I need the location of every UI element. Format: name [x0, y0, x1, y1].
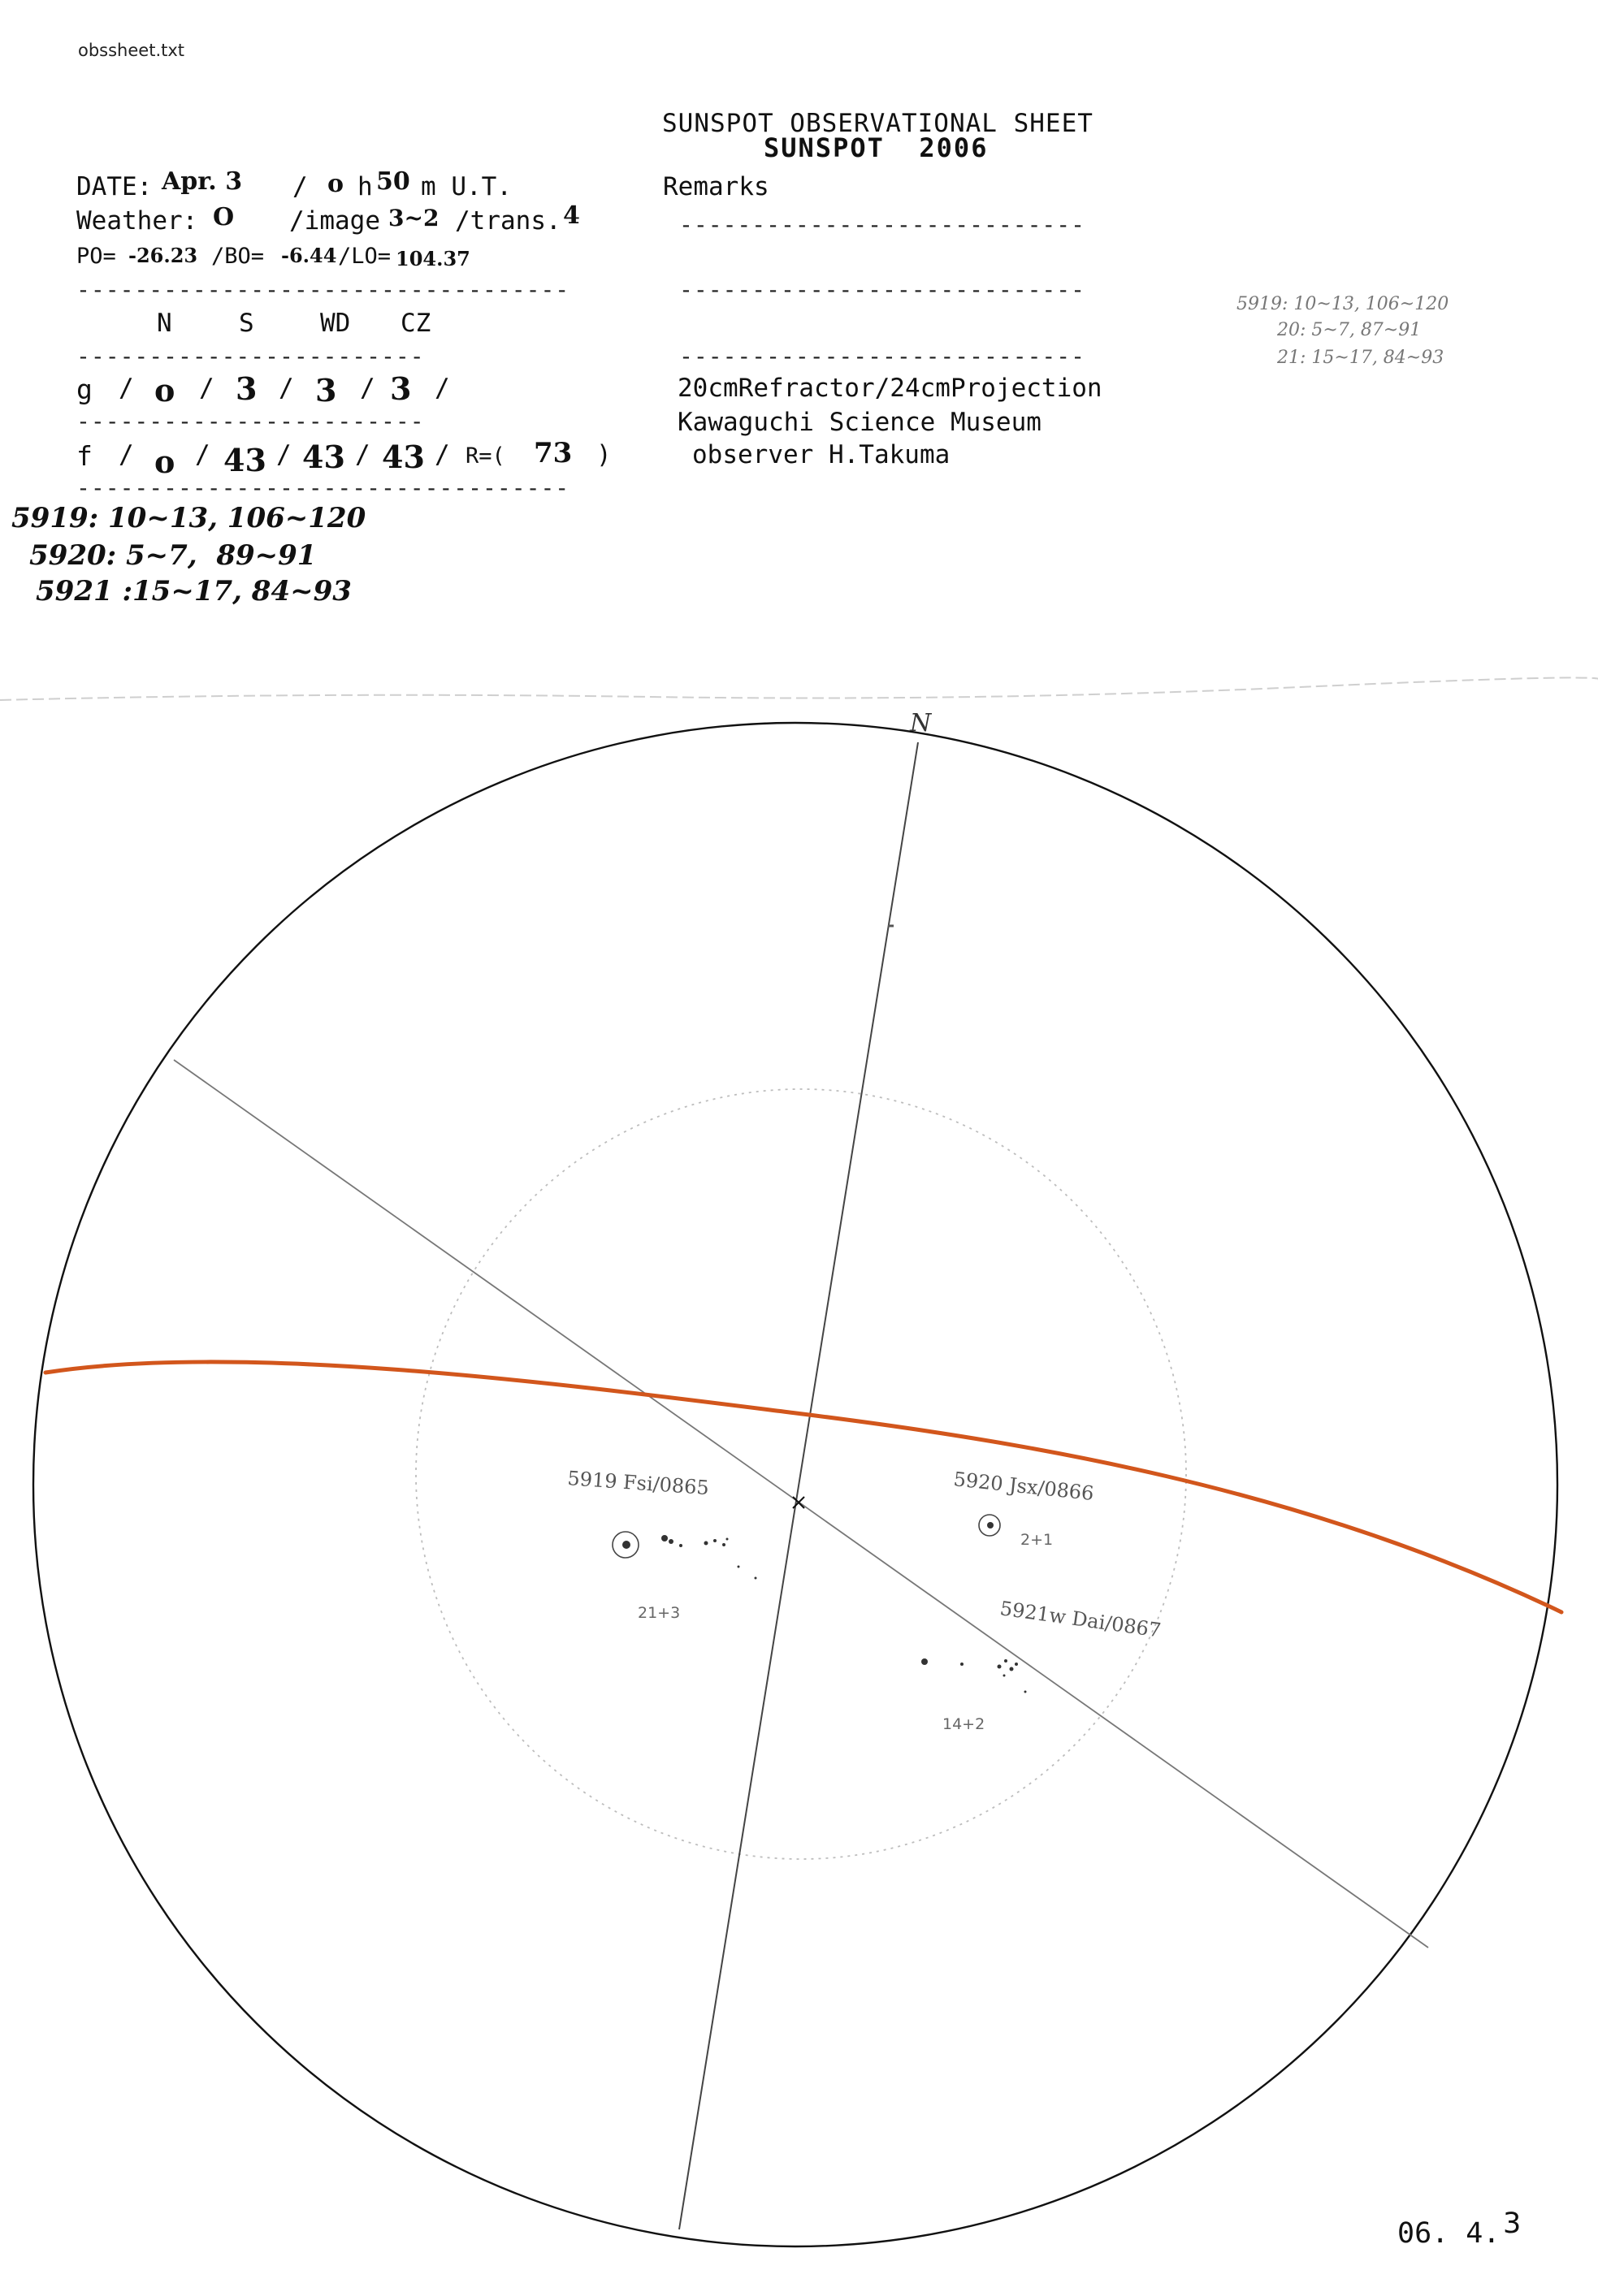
- g-label: g: [76, 374, 93, 405]
- f-label: f: [76, 440, 93, 472]
- p0-label: PO=: [76, 244, 116, 269]
- separator-line-1: ----------------------------------: [76, 276, 570, 303]
- f-sep-5: /: [435, 440, 450, 469]
- g-sep-3: /: [279, 374, 294, 403]
- sunspot-group-5921: [921, 1658, 1027, 1693]
- pencil-note-21: 21: 15~17, 84~93: [1277, 348, 1444, 368]
- column-s: S: [239, 309, 254, 338]
- group-5921-count: 14+2: [942, 1715, 985, 1733]
- g-n-value: o: [154, 372, 175, 409]
- r-close: ): [596, 440, 612, 469]
- b0-label: /BO=: [211, 244, 265, 269]
- b0-value: -6.44: [281, 244, 337, 267]
- sheet-date-day: 3: [1503, 2207, 1522, 2240]
- weather-value: O: [213, 203, 235, 231]
- remarks-label: Remarks: [663, 172, 769, 201]
- r-label: R=(: [466, 443, 505, 469]
- g-cz-value: 3: [390, 370, 412, 407]
- g-wd-value: 3: [315, 372, 337, 409]
- weather-label: Weather:: [76, 206, 198, 236]
- observer-text: observer H.Takuma: [692, 440, 951, 469]
- image-value: 3~2: [388, 205, 440, 231]
- trans-value: 4: [563, 201, 580, 230]
- g-sep-2: /: [199, 374, 214, 403]
- remarks-line-2: ----------------------------: [679, 276, 1086, 303]
- f-n-value: o: [154, 443, 175, 480]
- minute-label: m U.T.: [421, 172, 512, 201]
- f-wd-value: 43: [302, 439, 345, 475]
- g-s-value: 3: [236, 370, 258, 407]
- g-sep-5: /: [435, 374, 450, 403]
- sheet-title: SUNSPOT OBSERVATIONAL SHEET: [662, 109, 1093, 138]
- north-south-axis: [679, 742, 918, 2229]
- trans-label: /trans.: [455, 206, 561, 236]
- column-wd: WD: [320, 309, 351, 338]
- separator-line-2: ------------------------: [76, 343, 425, 370]
- group-5921-label: 5921w Dai/0867: [998, 1597, 1163, 1642]
- column-cz: CZ: [401, 309, 431, 338]
- solar-equator-curve: [45, 1362, 1561, 1612]
- sheet-subtitle: SUNSPOT 2006: [764, 132, 989, 163]
- hour-value: o: [327, 170, 344, 198]
- sheet-date: 06. 4.: [1397, 2217, 1501, 2250]
- pencil-note-20: 20: 5~7, 87~91: [1277, 320, 1422, 340]
- diagonal-reference-line: [174, 1060, 1428, 1948]
- remarks-line-1: ----------------------------: [679, 211, 1086, 238]
- minute-value: 50: [376, 167, 410, 196]
- date-separator: /: [292, 172, 308, 201]
- separator-line-4: ----------------------------------: [76, 474, 570, 501]
- f-cz-value: 43: [382, 439, 425, 475]
- file-name: obssheet.txt: [78, 41, 185, 60]
- group-5920-count: 2+1: [1020, 1531, 1054, 1549]
- sunspot-group-5919: [613, 1532, 757, 1580]
- north-marker: N: [910, 709, 932, 737]
- date-label: DATE:: [76, 172, 153, 201]
- f-sep-3: /: [276, 440, 292, 469]
- sunspot-group-5920: [979, 1515, 1000, 1536]
- g-sep-1: /: [119, 374, 134, 403]
- date-value: Apr. 3: [162, 167, 243, 196]
- ink-note-5919: 5919: 10~13, 106~120: [11, 502, 366, 534]
- column-n: N: [157, 309, 172, 338]
- f-sep-1: /: [119, 440, 134, 469]
- l0-label: /LO=: [338, 244, 392, 269]
- image-label: /image: [289, 206, 380, 236]
- remarks-line-3: ----------------------------: [679, 343, 1086, 370]
- separator-line-3: ------------------------: [76, 408, 425, 435]
- disk-center-mark: [793, 1497, 804, 1508]
- f-sep-4: /: [355, 440, 370, 469]
- paper-fold-line: [0, 677, 1598, 700]
- f-s-value: 43: [223, 442, 266, 478]
- group-5919-label: 5919 Fsi/0865: [566, 1467, 710, 1500]
- institution-text: Kawaguchi Science Museum: [678, 408, 1042, 437]
- p0-value: -26.23: [128, 244, 198, 267]
- ink-note-5920: 5920: 5~7, 89~91: [29, 539, 317, 572]
- g-sep-4: /: [360, 374, 375, 403]
- r-value: 73: [534, 437, 573, 469]
- ink-note-5921: 5921 :15~17, 84~93: [36, 575, 352, 608]
- l0-value: 104.37: [396, 247, 470, 270]
- pencil-note-5919: 5919: 10~13, 106~120: [1236, 294, 1449, 314]
- group-5919-count: 21+3: [638, 1604, 681, 1622]
- solar-limb-circle: [33, 723, 1557, 2246]
- group-5920-label: 5920 Jsx/0866: [952, 1468, 1095, 1506]
- hour-label: h: [357, 172, 373, 201]
- f-sep-2: /: [195, 440, 210, 469]
- instrument-text: 20cmRefractor/24cmProjection: [678, 374, 1102, 403]
